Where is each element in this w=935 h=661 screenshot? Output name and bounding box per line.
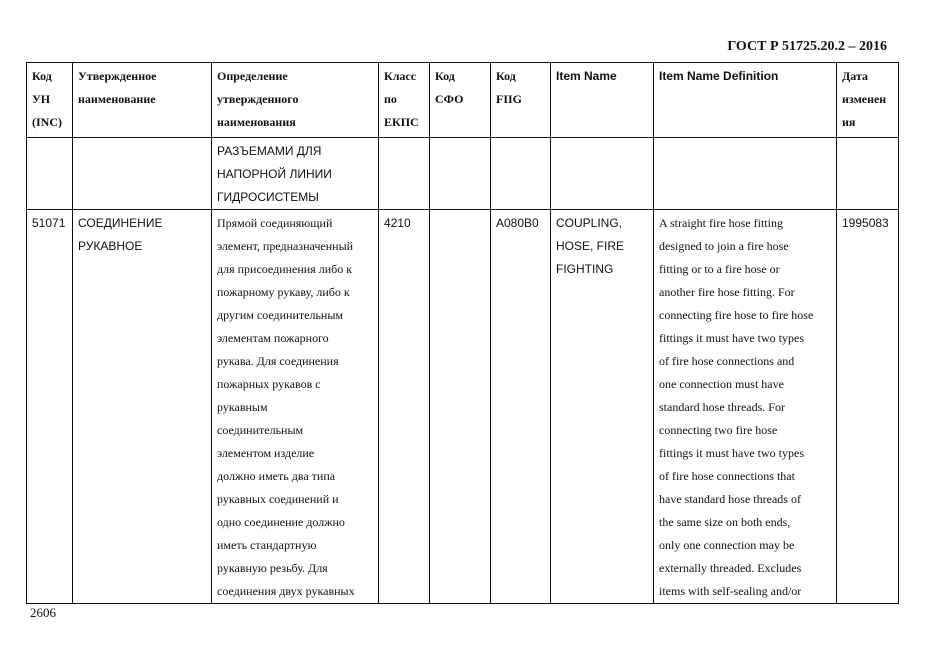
text-line: для присоединения либо к: [217, 262, 353, 276]
text-line: fittings it must have two types: [659, 331, 804, 345]
approved-name-cell: [73, 210, 212, 604]
text-line: иметь стандартную: [217, 538, 317, 552]
text-line: COUPLING,: [556, 216, 623, 230]
text-line: A straight fire hose fitting: [659, 216, 783, 230]
text-line: элементам пожарного: [217, 331, 329, 345]
text-line: standard hose threads. For: [659, 400, 785, 414]
text-line: FIIG: [496, 92, 523, 106]
text-line: одно соединение должно: [217, 515, 345, 529]
text-line: Прямой соединяющий: [217, 216, 333, 230]
text-line: элемент, предназначенный: [217, 239, 354, 253]
text-line: изменен: [842, 92, 887, 106]
text-line: по: [384, 92, 397, 106]
header-date: [837, 63, 899, 138]
text-line: ГИДРОСИСТЕМЫ: [217, 190, 319, 204]
text-line: рукавным: [217, 400, 268, 414]
text-line: Класс: [384, 69, 417, 83]
text-line: пожарному рукаву, либо к: [217, 285, 350, 299]
page-number: 2606: [30, 605, 56, 620]
text-line: the same size on both ends,: [659, 515, 791, 529]
text-line: рукавную резьбу. Для: [217, 561, 328, 575]
text-line: ЕКПС: [384, 115, 419, 129]
item-name-cell: [551, 210, 654, 604]
definition-cell: [212, 138, 379, 210]
text-line: наименования: [217, 115, 296, 129]
text-line: fittings it must have two types: [659, 446, 804, 460]
text-line: fitting or to a fire hose or: [659, 262, 780, 276]
text-line: соединительным: [217, 423, 304, 437]
text-line: Код: [32, 69, 52, 83]
text-line: соединения двух рукавных: [217, 584, 355, 598]
text-line: УН: [32, 92, 51, 106]
text-line: (INC): [32, 115, 62, 129]
text-line: items with self-sealing and/or: [659, 584, 802, 598]
table-row: [27, 210, 899, 604]
class-cell: 4210: [379, 210, 430, 604]
text-line: Item Name: [556, 69, 617, 83]
text-line: другим соединительным: [217, 308, 344, 322]
text-line: наименование: [78, 92, 156, 106]
document-code: ГОСТ Р 51725.20.2 – 2016: [727, 39, 887, 54]
text-line: one connection must have: [659, 377, 784, 391]
text-line: HOSE, FIRE: [556, 239, 625, 253]
fiig-cell: A080B0: [491, 210, 551, 604]
text-line: рукавных соединений и: [217, 492, 339, 506]
text-line: another fire hose fitting. For: [659, 285, 795, 299]
header-sfo: [430, 63, 491, 138]
text-line: Утвержденное: [78, 69, 157, 83]
text-line: Дата: [842, 69, 868, 83]
date-cell: 1995083: [837, 210, 899, 604]
text-line: СФО: [435, 92, 464, 106]
text-line: connecting fire hose to fire hose: [659, 308, 814, 322]
table-header-row: [27, 63, 899, 138]
item-name-definition-cell: [654, 210, 837, 604]
text-line: FIGHTING: [556, 262, 614, 276]
text-line: утвержденного: [217, 92, 299, 106]
header-approved-name: [73, 63, 212, 138]
text-line: have standard hose threads of: [659, 492, 801, 506]
header-item-name-definition: [654, 63, 837, 138]
text-line: of fire hose connections and: [659, 354, 795, 368]
item-names-table: [26, 62, 899, 604]
inc-cell: 51071: [27, 210, 73, 604]
text-line: Код: [496, 69, 516, 83]
text-line: connecting two fire hose: [659, 423, 778, 437]
text-line: РУКАВНОЕ: [78, 239, 143, 253]
header-definition: [212, 63, 379, 138]
definition-cell: [212, 210, 379, 604]
text-line: externally threaded. Excludes: [659, 561, 802, 575]
text-line: only one connection may be: [659, 538, 795, 552]
text-line: элементом изделие: [217, 446, 315, 460]
text-line: НАПОРНОЙ ЛИНИИ: [217, 167, 332, 181]
text-line: designed to join a fire hose: [659, 239, 789, 253]
table-row: [27, 138, 899, 210]
text-line: пожарных рукавов с: [217, 377, 321, 391]
header-class: [379, 63, 430, 138]
header-inc: [27, 63, 73, 138]
header-fiig: [491, 63, 551, 138]
text-line: РАЗЪЕМАМИ ДЛЯ: [217, 144, 322, 158]
text-line: ия: [842, 115, 856, 129]
header-item-name: [551, 63, 654, 138]
text-line: Item Name Definition: [659, 69, 779, 83]
text-line: of fire hose connections that: [659, 469, 795, 483]
text-line: должно иметь два типа: [217, 469, 336, 483]
text-line: СОЕДИНЕНИЕ: [78, 216, 163, 230]
text-line: рукава. Для соединения: [217, 354, 339, 368]
sfo-cell: [430, 210, 491, 604]
text-line: Определение: [217, 69, 288, 83]
text-line: Код: [435, 69, 455, 83]
